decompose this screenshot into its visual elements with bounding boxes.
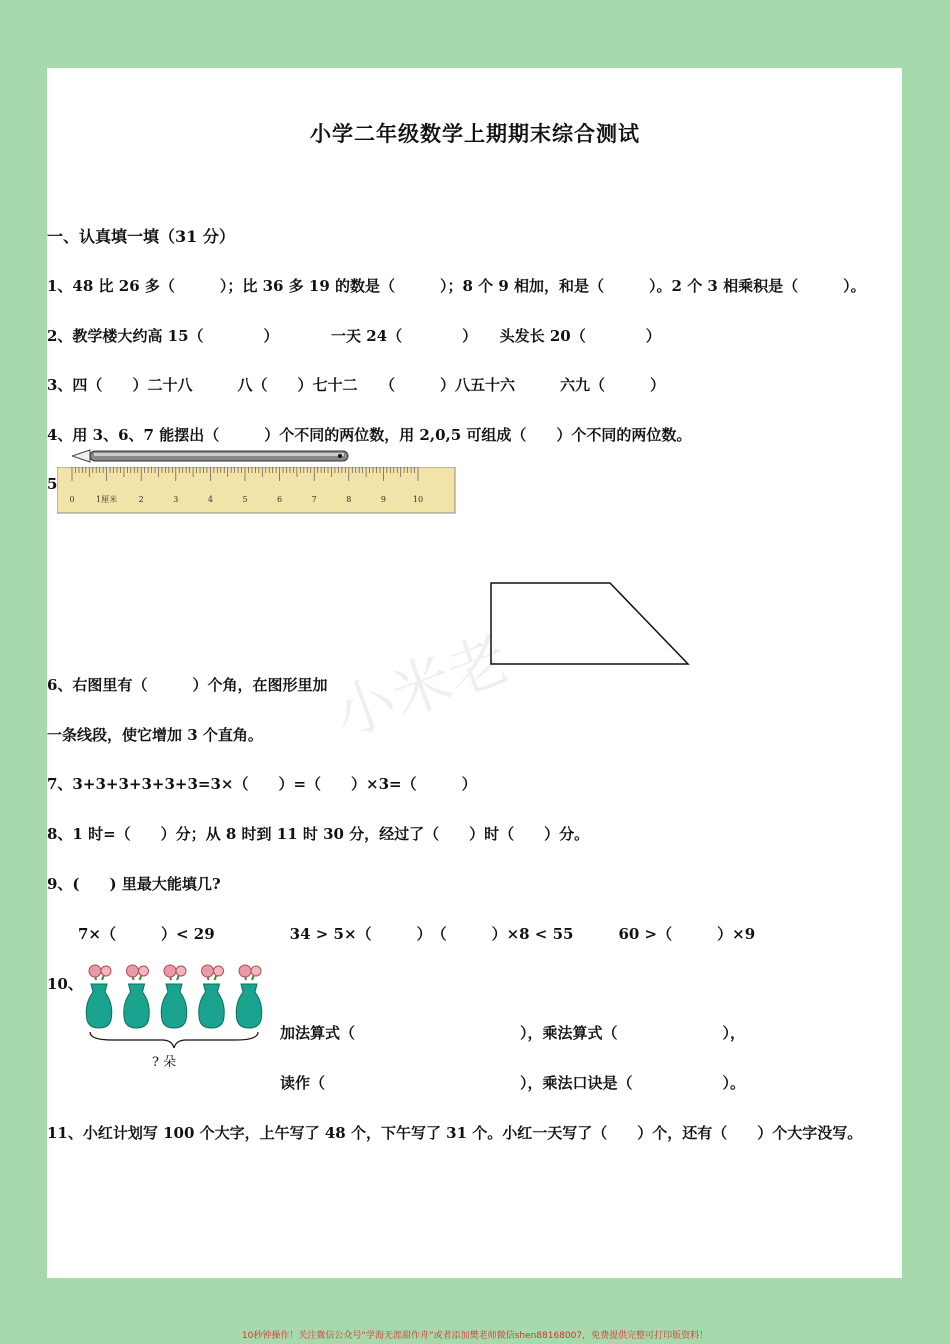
question-6-line1: 6、右图里有（ ）个角，在图形里加 (47, 676, 328, 694)
watermark: 小米老 (325, 624, 519, 752)
flower-vase (86, 965, 112, 1028)
page-title: 小学二年级数学上期期末综合测试 (310, 121, 640, 146)
ruler-tick-label: 7 (311, 495, 317, 504)
question-10: 10、 (47, 975, 83, 993)
ruler-tick-label: 5 (242, 495, 248, 504)
question-9-items: 7×（ ）< 29 34 > 5×（ ） （ ）×8 < 55 60 >（ ）×9 (78, 925, 756, 943)
brace-bracket (90, 1032, 258, 1048)
question-3: 3、四（ ）二十八 八（ ）七十二 （ ）八五十六 六九（ ） (47, 376, 665, 394)
ruler-tick-label: 0 (69, 495, 75, 504)
question-5: 5 (47, 475, 58, 493)
ruler-tick-label: 2 (138, 495, 144, 504)
flower-vase (236, 965, 262, 1028)
footer-note: 10秒钟操作！关注微信公众号“学海无涯甜作舟”或者添加樊老师微信shen88168007，免费提供完整可打印版资料！ (241, 1331, 709, 1341)
ruler-tick-label: 10 (412, 495, 424, 504)
question-6-line2: 一条线段，使它增加 3 个直角。 (47, 726, 263, 744)
flower-vase (124, 965, 150, 1028)
question-11: 11、小红计划写 100 个大字，上午写了 48 个，下午写了 31 个。小红一天写了（ ）个，还有（ ）个大字没写。 (47, 1124, 863, 1142)
pencil-illustration (72, 448, 352, 464)
question-2: 2、教学楼大约高 15（ ） 一天 24（ ） 头发长 20（ ） (47, 327, 661, 345)
flower-vase (161, 965, 187, 1028)
vase-count-label: ? 朵 (152, 1055, 177, 1070)
question-10-line2: 读作（ ），乘法口诀是（ ）。 (280, 1074, 746, 1092)
question-9: 9、( ) 里最大能填几? (47, 875, 221, 893)
ruler-illustration (57, 467, 457, 515)
ruler-tick-label: 1厘米 (96, 495, 118, 504)
ruler-tick-label: 3 (173, 495, 179, 504)
ruler-tick-label: 6 (277, 495, 283, 504)
section-1-heading: 一、认真填一填（31 分） (47, 227, 235, 246)
ruler-tick-label: 9 (380, 495, 386, 504)
question-8: 8、1 时=（ ）分；从 8 时到 11 时 30 分，经过了（ ）时（ ）分。 (47, 825, 590, 843)
question-7: 7、3+3+3+3+3+3=3×（ ）=（ ）×3=（ ） (47, 775, 477, 793)
ruler-tick-label: 8 (346, 495, 352, 504)
trapezoid-figure (488, 580, 694, 670)
question-10-line1: 加法算式（ ），乘法算式（ ）， (280, 1024, 746, 1042)
ruler-tick-label: 4 (207, 495, 213, 504)
flower-vase (199, 965, 225, 1028)
question-4: 4、用 3、6、7 能摆出（ ）个不同的两位数，用 2,0,5 可组成（ ）个不同的两位数。 (47, 426, 692, 444)
question-1: 1、48 比 26 多（ ）；比 36 多 19 的数是（ ）；8 个 9 相加，和是（ ）。2 个 3 相乘积是（ ）。 (47, 277, 866, 295)
